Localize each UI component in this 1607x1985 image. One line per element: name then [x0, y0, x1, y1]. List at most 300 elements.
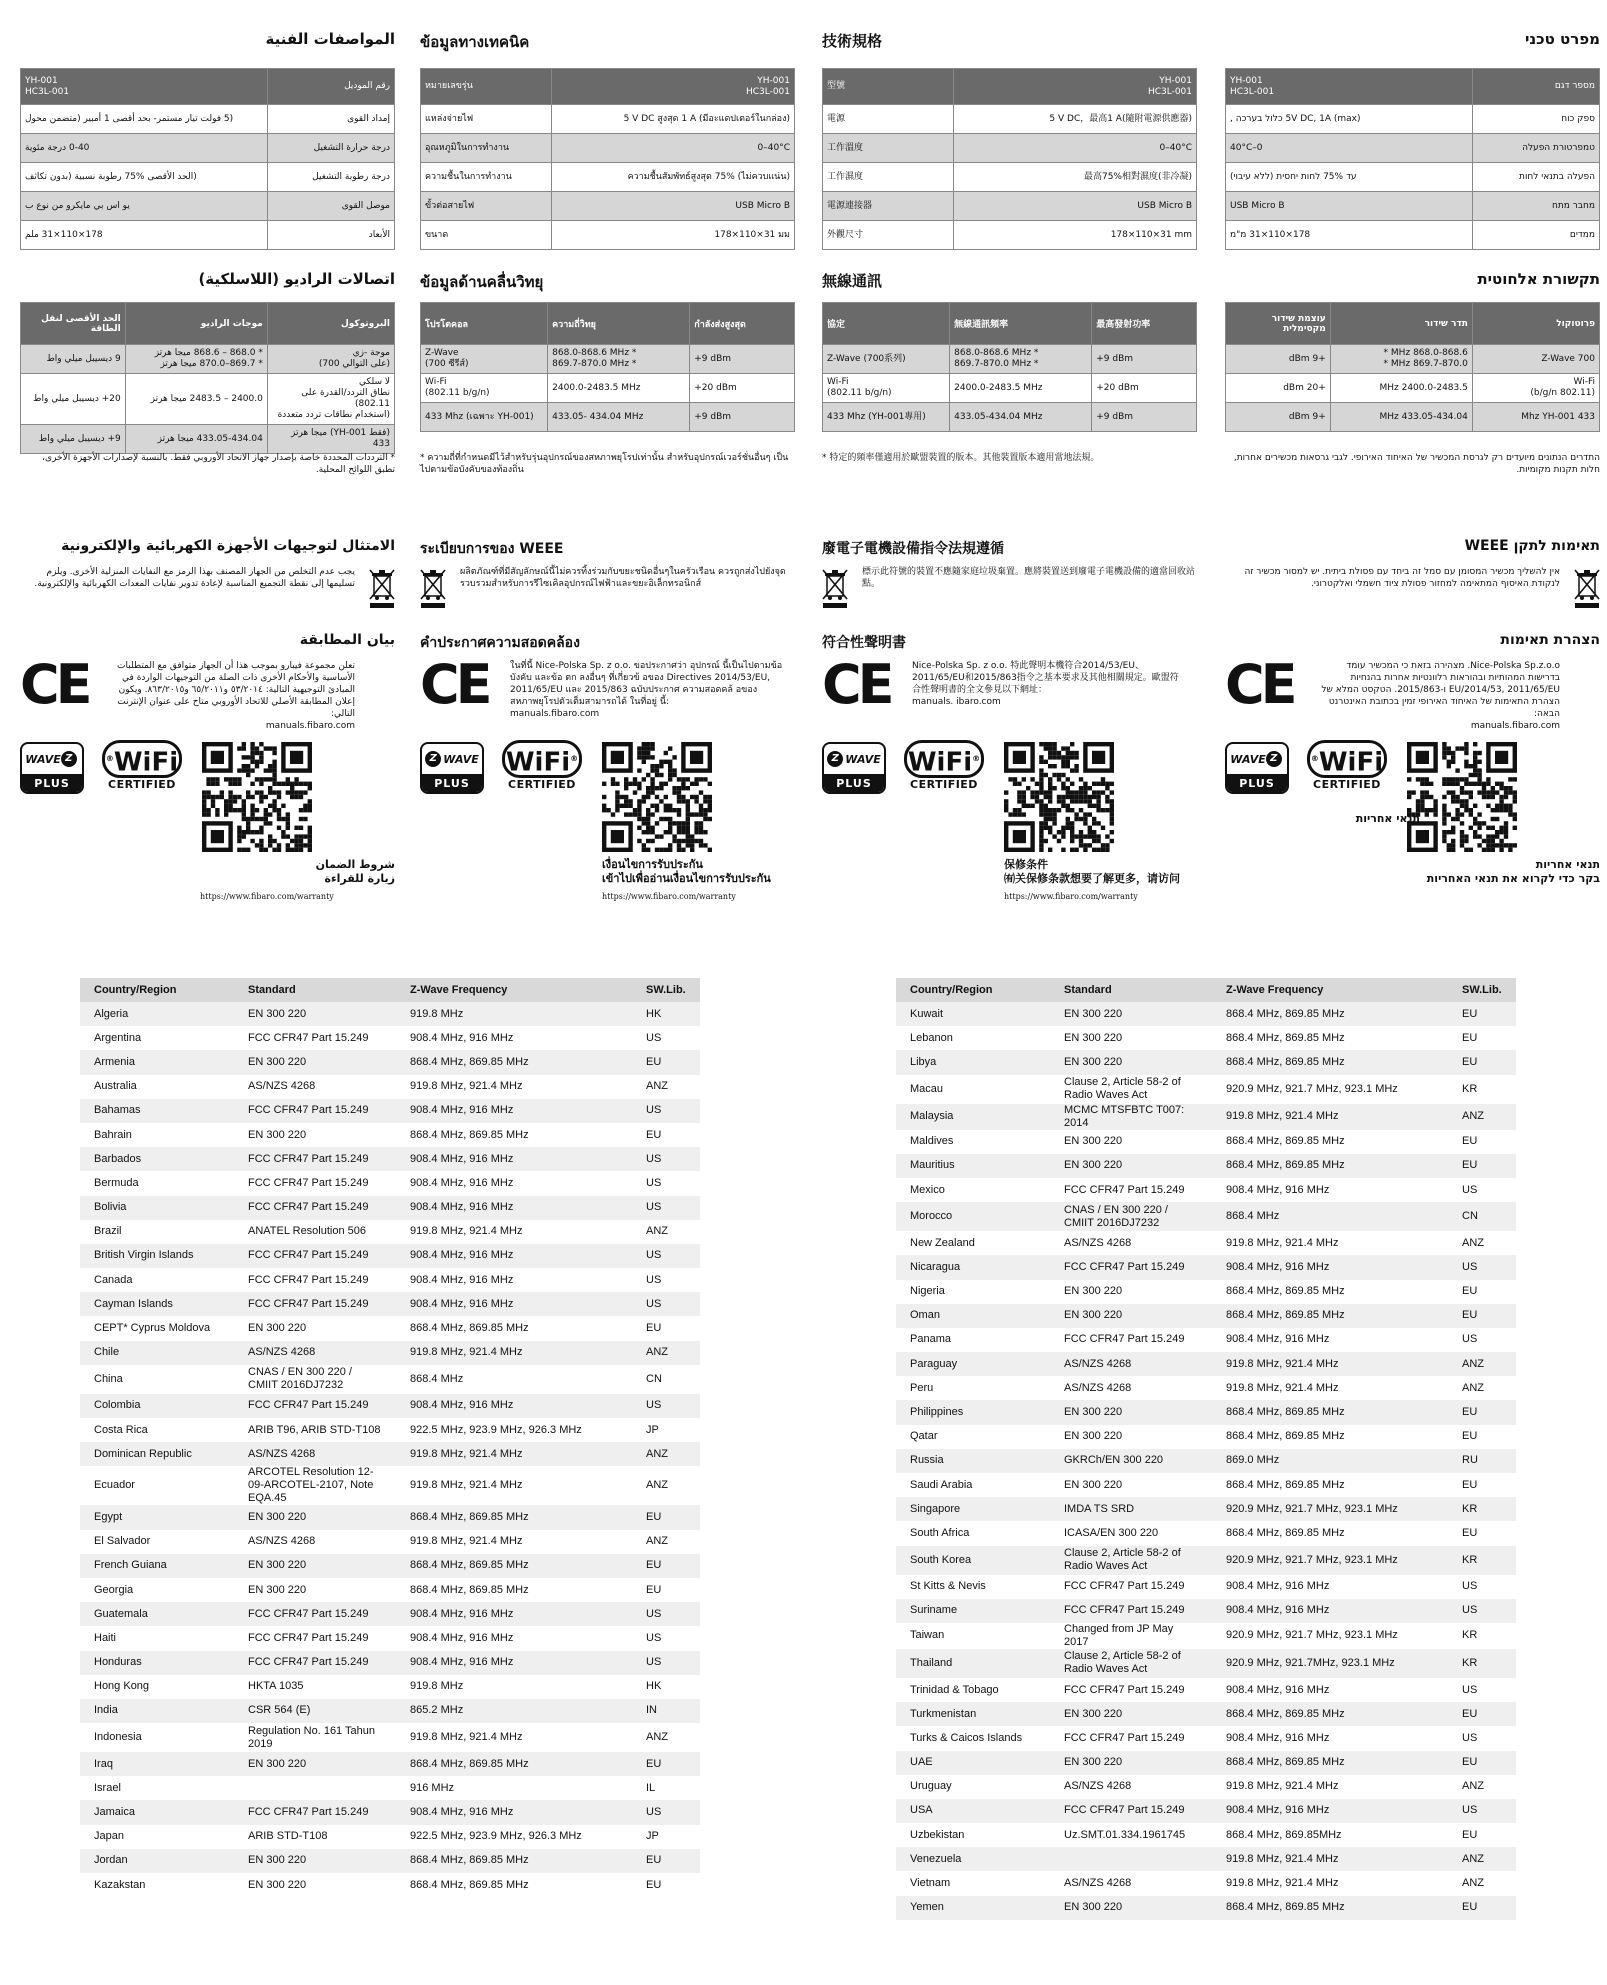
country-table-header: Standard — [1050, 978, 1212, 1002]
table-cell: EU — [632, 1123, 700, 1147]
warranty-caption: เงื่อนไขการรับประกัน เข้าไปเพื่ออ่านเงื่อนไขการรับประกัน — [602, 858, 771, 885]
table-cell: US — [1448, 1575, 1516, 1599]
table-cell: 920.9 MHz, 921.7 MHz, 923.1 MHz — [1212, 1075, 1448, 1104]
table-cell: 908.4 MHz, 916 MHz — [1212, 1726, 1448, 1750]
spec-label: מספר דגם — [1472, 69, 1599, 105]
table-cell: ANZ — [632, 1341, 700, 1365]
table-cell: 920.9 MHz, 921.7 MHz, 923.1 MHz — [1212, 1497, 1448, 1521]
radio-title: 無線通訊 — [822, 272, 883, 290]
table-cell: Vietnam — [896, 1871, 1050, 1895]
country-table-header: Z-Wave Frequency — [396, 978, 632, 1002]
zwave-plus-logo: Z WAVE PLUS — [420, 742, 484, 794]
table-cell: ANZ — [1448, 1847, 1516, 1871]
radio-cell: 433 Mhz (YH-001專用) — [823, 403, 950, 432]
table-cell: ANZ — [632, 1075, 700, 1099]
table-cell: 868.4 MHz, 869.85 MHz — [396, 1050, 632, 1074]
table-cell: Indonesia — [80, 1723, 234, 1752]
table-cell: FCC CFR47 Part 15.249 — [234, 1602, 396, 1626]
table-cell: 908.4 MHz, 916 MHz — [396, 1602, 632, 1626]
table-row — [80, 1002, 700, 1026]
table-cell: EN 300 220 — [1050, 1050, 1212, 1074]
country-table-header: Country/Region — [896, 978, 1050, 1002]
table-cell: US — [632, 1099, 700, 1123]
warranty-url[interactable]: https://www.fibaro.com/warranty — [200, 892, 334, 901]
spec-value: ความชื้นสัมพัทธ์สูงสุด 75% (ไม่ควบแน่น) — [551, 163, 794, 192]
declaration-title: 符合性聲明書 — [822, 635, 906, 651]
table-row — [80, 1825, 700, 1849]
table-row — [896, 1678, 1516, 1702]
wifi-certified-logo: WiFi® CERTIFIED — [1307, 740, 1387, 794]
spec-value: 5 V DC，最高1 A(隨附電源供應器) — [953, 105, 1196, 134]
table-cell: EN 300 220 — [234, 1849, 396, 1873]
table-cell: 919.8 MHz, 921.4 MHz — [1212, 1104, 1448, 1130]
section-ar — [20, 0, 395, 900]
table-cell: 908.4 MHz, 916 MHz — [396, 1171, 632, 1195]
table-cell: Australia — [80, 1075, 234, 1099]
ce-mark: CE — [20, 653, 89, 716]
table-cell: AS/NZS 4268 — [1050, 1231, 1212, 1255]
country-table-left — [80, 978, 700, 1897]
table-cell: FCC CFR47 Part 15.249 — [234, 1171, 396, 1195]
table-row — [896, 1726, 1516, 1750]
table-row — [896, 1026, 1516, 1050]
table-cell: ANZ — [632, 1466, 700, 1505]
table-row — [896, 1304, 1516, 1328]
declaration-title: הצהרת תאימות — [1500, 632, 1600, 648]
table-row — [80, 1466, 700, 1505]
table-cell: 908.4 MHz, 916 MHz — [396, 1268, 632, 1292]
table-cell: EN 300 220 — [234, 1316, 396, 1340]
table-cell: 869.0 MHz — [1212, 1449, 1448, 1473]
table-row — [896, 1280, 1516, 1304]
spec-value: 178×110×31 mm — [953, 221, 1196, 250]
table-cell: Yemen — [896, 1896, 1050, 1920]
warranty-qr-code[interactable] — [1407, 742, 1517, 852]
radio-cell: 9+ ديسيبل ميلي واط — [21, 425, 126, 454]
table-cell: Nicaragua — [896, 1255, 1050, 1279]
spec-value: 0–40°C — [953, 134, 1196, 163]
table-cell: IN — [632, 1699, 700, 1723]
table-cell: FCC CFR47 Part 15.249 — [1050, 1178, 1212, 1202]
table-cell: 919.8 MHz, 921.4 MHz — [396, 1220, 632, 1244]
table-cell: Oman — [896, 1304, 1050, 1328]
table-row — [896, 1231, 1516, 1255]
table-cell: 868.4 MHz, 869.85 MHz — [396, 1873, 632, 1897]
table-cell: FCC CFR47 Part 15.249 — [1050, 1599, 1212, 1623]
table-cell: 908.4 MHz, 916 MHz — [396, 1196, 632, 1220]
spec-table — [420, 68, 795, 250]
table-row — [80, 1873, 700, 1897]
country-table-header: SW.Lib. — [1448, 978, 1516, 1002]
table-cell: South Korea — [896, 1546, 1050, 1575]
table-cell: EN 300 220 — [1050, 1751, 1212, 1775]
table-row — [896, 1425, 1516, 1449]
weee-text: ผลิตภัณฑ์ที่มีสัญลักษณ์นี้ไม่ควรทิ้งร่วมกับขยะชนิดอื่นๆในครัวเรือน ควรถูกส่งไปยังจุดรวบรวมสำหรับการรีไซเคิลอุปกรณ์ไฟฟ้าและขยะอิเล็กทรอนิกส์ — [460, 567, 786, 589]
table-cell: 922.5 MHz, 923.9 MHz, 926.3 MHz — [396, 1418, 632, 1442]
table-row — [80, 1530, 700, 1554]
table-cell: 868.4 MHz, 869.85 MHz — [1212, 1130, 1448, 1154]
table-cell: 922.5 MHz, 923.9 MHz, 926.3 MHz — [396, 1825, 632, 1849]
table-cell: India — [80, 1699, 234, 1723]
table-cell: 919.8 MHz — [396, 1002, 632, 1026]
table-cell: EN 300 220 — [1050, 1425, 1212, 1449]
radio-cell: (فقط YH-001) ميجا هرتز 433 — [267, 425, 394, 454]
table-cell: 920.9 MHz, 921.7MHz, 923.1 MHz — [1212, 1649, 1448, 1678]
spec-table — [1225, 68, 1600, 250]
table-cell: 868.4 MHz, 869.85 MHz — [396, 1316, 632, 1340]
table-cell: French Guiana — [80, 1554, 234, 1578]
table-cell: EU — [1448, 1130, 1516, 1154]
spec-value: 5V DC, 1A (max) כלול בערכה , — [1226, 105, 1473, 134]
table-cell: EU — [632, 1849, 700, 1873]
table-cell: FCC CFR47 Part 15.249 — [1050, 1799, 1212, 1823]
spec-value: 178×110×31 มม — [551, 221, 794, 250]
table-row — [896, 1178, 1516, 1202]
table-cell: EN 300 220 — [1050, 1002, 1212, 1026]
weee-title: الامتثال لتوجيهات الأجهزة الكهربائية والإلكترونية — [61, 538, 395, 554]
table-cell: 908.4 MHz, 916 MHz — [1212, 1575, 1448, 1599]
table-row — [80, 1365, 700, 1394]
table-cell: 916 MHz — [396, 1776, 632, 1800]
radio-header: פרוטוקול — [1472, 303, 1599, 345]
table-cell: RU — [1448, 1449, 1516, 1473]
table-cell: ARIB STD-T108 — [234, 1825, 396, 1849]
declaration-url: manuals. ibaro.com — [912, 697, 1001, 707]
table-cell: KR — [1448, 1497, 1516, 1521]
table-cell: FCC CFR47 Part 15.249 — [1050, 1575, 1212, 1599]
table-cell: KR — [1448, 1546, 1516, 1575]
table-cell: ICASA/EN 300 220 — [1050, 1521, 1212, 1545]
table-row — [896, 1104, 1516, 1130]
radio-cell: +9 dBm — [690, 345, 795, 374]
radio-cell: +9 dBm — [1092, 345, 1197, 374]
table-cell: Egypt — [80, 1505, 234, 1529]
table-cell: US — [1448, 1599, 1516, 1623]
spec-value: USB Micro B — [551, 192, 794, 221]
radio-cell: 2400.0 – 2483.5 ميجا هرتز — [125, 374, 267, 425]
country-table-right — [896, 978, 1516, 1920]
table-cell: EU — [1448, 1026, 1516, 1050]
table-cell: EN 300 220 — [1050, 1026, 1212, 1050]
table-cell: EN 300 220 — [1050, 1473, 1212, 1497]
table-cell: EU — [632, 1554, 700, 1578]
radio-title: תקשורת אלחוטית — [1477, 270, 1600, 288]
table-cell: 920.9 MHz, 921.7 MHz, 923.1 MHz — [1212, 1546, 1448, 1575]
radio-cell: * 868.0 – 868.6 ميجا هرتز * 869.7–870.0 ميجا هرتز — [125, 345, 267, 374]
table-cell: 919.8 MHz, 921.4 MHz — [1212, 1871, 1448, 1895]
table-cell: US — [632, 1292, 700, 1316]
table-cell: Bermuda — [80, 1171, 234, 1195]
warranty-url[interactable]: https://www.fibaro.com/warranty — [602, 892, 736, 901]
table-row — [896, 1255, 1516, 1279]
radio-cell: 433.05-434.04 MHz — [950, 403, 1092, 432]
table-cell: MCMC MTSFBTC T007: 2014 — [1050, 1104, 1212, 1130]
table-cell: CN — [1448, 1202, 1516, 1231]
table-cell: JP — [632, 1418, 700, 1442]
radio-cell: 433.05-434.04 MHz — [1330, 403, 1472, 432]
radio-cell: 433.05-434.04 ميجا هرتز — [125, 425, 267, 454]
table-cell: FCC CFR47 Part 15.249 — [234, 1651, 396, 1675]
radio-cell: 20+ ديسيبل ميلي واط — [21, 374, 126, 425]
table-cell: Chile — [80, 1341, 234, 1365]
weee-text: 標示此符號的裝置不應隨家庭垃圾棄置。應將裝置送到廢電子電機設備的適當回收站點。 — [862, 567, 1196, 589]
table-cell: GKRCh/EN 300 220 — [1050, 1449, 1212, 1473]
warranty-qr-code[interactable] — [202, 742, 312, 852]
table-cell: New Zealand — [896, 1231, 1050, 1255]
table-cell: Haiti — [80, 1626, 234, 1650]
wifi-certified-logo: WiFi® CERTIFIED — [102, 740, 182, 794]
table-cell: Barbados — [80, 1147, 234, 1171]
table-cell: FCC CFR47 Part 15.249 — [1050, 1726, 1212, 1750]
declaration-title: คำประกาศความสอดคล้อง — [420, 635, 580, 651]
radio-cell: +9 dBm — [690, 403, 795, 432]
table-cell: FCC CFR47 Part 15.249 — [234, 1626, 396, 1650]
table-cell: 908.4 MHz, 916 MHz — [1212, 1328, 1448, 1352]
table-cell: 868.4 MHz, 869.85 MHz — [1212, 1425, 1448, 1449]
section-he — [1225, 0, 1600, 900]
table-cell: 865.2 MHz — [396, 1699, 632, 1723]
table-cell: US — [632, 1268, 700, 1292]
table-cell: AS/NZS 4268 — [234, 1530, 396, 1554]
radio-cell: 2400.0-2483.5 MHz — [1330, 374, 1472, 403]
table-row — [896, 1473, 1516, 1497]
table-row — [80, 1268, 700, 1292]
table-cell: Changed from JP May 2017 — [1050, 1623, 1212, 1649]
table-row — [80, 1220, 700, 1244]
table-cell: AS/NZS 4268 — [1050, 1871, 1212, 1895]
radio-cell: Wi-Fi (802.11 b/g/n) — [1472, 374, 1599, 403]
warranty-qr-code[interactable] — [1004, 742, 1114, 852]
radio-header: โปรโตคอล — [421, 303, 548, 345]
radio-cell: 433 Mhz YH-001 — [1472, 403, 1599, 432]
table-cell: ANZ — [632, 1530, 700, 1554]
table-cell: EU — [632, 1873, 700, 1897]
table-cell: Argentina — [80, 1026, 234, 1050]
radio-cell: 9 ديسيبل ميلي واط — [21, 345, 126, 374]
spec-title: 技術規格 — [822, 32, 883, 50]
table-cell: Turks & Caicos Islands — [896, 1726, 1050, 1750]
table-row — [896, 1376, 1516, 1400]
declaration-text: ในที่นี้ Nice-Polska Sp. z o.o. ขอประกาศว่า อุปกรณ์ นี้เป็นไปตามข้อ บังคับ และข้อ ตก ลงอื่นๆ ที่เกี่ยวข้ อของ Directives 2014/53/EU, 2011/65/EU และ 2015/863 ฉบับประกาศ ความสอดคล้ อของสหภาพยุโรปตัวเต็มสามารถได้ ในที่อยู่ นี้: manuals.fibaro.com — [510, 661, 783, 719]
weee-title: ระเบียบการของ WEEE — [420, 541, 564, 557]
table-cell: South Africa — [896, 1521, 1050, 1545]
radio-footnote: * الترددات المحددة خاصة بإصدار جهاز الاتحاد الأوروبي فقط. بالنسبة لإصدارات الأجهزة الأخرى، تطبق اللوائح المحلية. — [42, 453, 395, 475]
table-cell: FCC CFR47 Part 15.249 — [1050, 1328, 1212, 1352]
table-row — [80, 1776, 700, 1800]
radio-footnote: * 特定的頻率僅適用於歐盟裝置的版本。其他裝置版本適用當地法規。 — [822, 453, 1100, 463]
table-cell: EN 300 220 — [234, 1050, 396, 1074]
table-cell: ANZ — [632, 1442, 700, 1466]
declaration-text: تعلن مجموعة فيبارو بموجب هذا أن الجهاز متوافق مع المتطلبات الأساسية والأحكام الأخرى ذات الصلة من التوجيهات الواردة في المبادئ التوجيهية التالية: ٥٣/٢٠١٤ و٦٥/٢٠١١ و٨٦٣/٢٠١٥. ويكون إعلان المطابقة الأصلي للاتحاد الأوروبي متاح على عنوان الإنترنت التالي: manuals.fibaro.com — [117, 661, 355, 731]
radio-cell: +9 dBm — [1092, 403, 1197, 432]
table-cell: ANATEL Resolution 506 — [234, 1220, 396, 1244]
table-row — [896, 1400, 1516, 1424]
table-row — [896, 1449, 1516, 1473]
radio-cell: 868.0-868.6 MHz * 869.7-870.0 MHz * — [950, 345, 1092, 374]
table-cell: AS/NZS 4268 — [1050, 1775, 1212, 1799]
table-cell: US — [632, 1171, 700, 1195]
radio-header: 協定 — [823, 303, 950, 345]
table-cell: AS/NZS 4268 — [234, 1075, 396, 1099]
table-cell: 868.4 MHz, 869.85 MHz — [1212, 1896, 1448, 1920]
spec-label: درجة حرارة التشغيل — [267, 134, 394, 163]
table-cell: 908.4 MHz, 916 MHz — [396, 1244, 632, 1268]
table-cell: 908.4 MHz, 916 MHz — [396, 1026, 632, 1050]
table-cell: British Virgin Islands — [80, 1244, 234, 1268]
table-cell: ANZ — [632, 1723, 700, 1752]
radio-cell: موجة -زي (على التوالي 700) — [267, 345, 394, 374]
crossed-bin-icon — [369, 568, 395, 608]
radio-cell: +20 dBm — [690, 374, 795, 403]
table-cell: US — [632, 1626, 700, 1650]
radio-header: תדר שידור — [1330, 303, 1472, 345]
table-cell: EU — [1448, 1400, 1516, 1424]
table-cell: 908.4 MHz, 916 MHz — [1212, 1255, 1448, 1279]
table-cell: 868.4 MHz, 869.85 MHz — [396, 1849, 632, 1873]
table-cell: Algeria — [80, 1002, 234, 1026]
table-cell: US — [632, 1244, 700, 1268]
table-cell: Israel — [80, 1776, 234, 1800]
table-cell: Armenia — [80, 1050, 234, 1074]
table-cell: El Salvador — [80, 1530, 234, 1554]
table-cell: EU — [632, 1505, 700, 1529]
table-row — [896, 1847, 1516, 1871]
spec-value: USB Micro B — [953, 192, 1196, 221]
table-row — [896, 1702, 1516, 1726]
table-row — [896, 1521, 1516, 1545]
table-cell: Jamaica — [80, 1800, 234, 1824]
table-row — [896, 1130, 1516, 1154]
table-row — [896, 1775, 1516, 1799]
radio-cell: +20 dBm — [1226, 374, 1331, 403]
table-cell: 868.4 MHz, 869.85 MHz — [1212, 1002, 1448, 1026]
table-row — [896, 1823, 1516, 1847]
weee-title: תאימות לתקן WEEE — [1464, 538, 1600, 554]
table-row — [896, 1799, 1516, 1823]
table-cell: 920.9 MHz, 921.7 MHz, 923.1 MHz — [1212, 1623, 1448, 1649]
warranty-extra-label: תנאי אחריות — [1355, 812, 1420, 825]
table-cell: EU — [1448, 1050, 1516, 1074]
table-cell: CNAS / EN 300 220 / CMIIT 2016DJ7232 — [1050, 1202, 1212, 1231]
table-cell: 868.4 MHz, 869.85 MHz — [1212, 1400, 1448, 1424]
table-row — [80, 1723, 700, 1752]
table-cell: US — [1448, 1799, 1516, 1823]
table-cell: US — [632, 1147, 700, 1171]
spec-label: แหล่งจ่ายไฟ — [421, 105, 552, 134]
table-cell: Saudi Arabia — [896, 1473, 1050, 1497]
table-row — [80, 1292, 700, 1316]
spec-label: מחבר מתח — [1472, 192, 1599, 221]
table-cell: Jordan — [80, 1849, 234, 1873]
table-cell: EN 300 220 — [234, 1873, 396, 1897]
spec-label: 電源連接器 — [823, 192, 954, 221]
table-cell: 868.4 MHz, 869.85 MHz — [1212, 1304, 1448, 1328]
table-cell: 908.4 MHz, 916 MHz — [396, 1292, 632, 1316]
spec-label: رقم الموديل — [267, 69, 394, 105]
table-cell: Lebanon — [896, 1026, 1050, 1050]
weee-block — [1225, 562, 1600, 614]
table-cell: US — [1448, 1726, 1516, 1750]
warranty-url[interactable]: https://www.fibaro.com/warranty — [1004, 892, 1138, 901]
table-cell: EN 300 220 — [1050, 1130, 1212, 1154]
table-cell: Nigeria — [896, 1280, 1050, 1304]
spec-label: หมายเลขรุ่น — [421, 69, 552, 105]
radio-cell: لا سلكي نطاق التردد/القدرة على 802.11) (استخدام نطاقات تردد متعددة — [267, 374, 394, 425]
table-cell: CSR 564 (E) — [234, 1699, 396, 1723]
table-cell: 868.4 MHz, 869.85 MHz — [1212, 1473, 1448, 1497]
table-cell: EU — [1448, 1154, 1516, 1178]
spec-label: הפעלה בתנאי לחות — [1472, 163, 1599, 192]
table-cell: USA — [896, 1799, 1050, 1823]
table-cell: US — [1448, 1178, 1516, 1202]
table-cell: St Kitts & Nevis — [896, 1575, 1050, 1599]
warranty-qr-code[interactable] — [602, 742, 712, 852]
table-row — [80, 1699, 700, 1723]
spec-label: موصل القوى — [267, 192, 394, 221]
table-cell: 868.4 MHz, 869.85 MHz — [1212, 1050, 1448, 1074]
radio-footnote: התדרים הנתונים מיועדים רק לגרסת המכשיר של האיחוד האירופי. לגבי גרסאות מכשירים אחרות, חלות תקנות מקומיות. — [1233, 453, 1600, 475]
table-cell: 919.8 MHz, 921.4 MHz — [396, 1442, 632, 1466]
table-row — [896, 1649, 1516, 1678]
table-cell: Bolivia — [80, 1196, 234, 1220]
table-cell: Kazakstan — [80, 1873, 234, 1897]
spec-value: 5 V DC สูงสุด 1 A (มีอะแดปเตอร์ในกล่อง) — [551, 105, 794, 134]
table-cell: HKTA 1035 — [234, 1675, 396, 1699]
table-cell: Hong Kong — [80, 1675, 234, 1699]
table-cell: 868.4 MHz, 869.85 MHz — [1212, 1521, 1448, 1545]
table-cell: FCC CFR47 Part 15.249 — [234, 1147, 396, 1171]
table-cell: EN 300 220 — [234, 1505, 396, 1529]
weee-text: يجب عدم التخلص من الجهاز المصنف بهذا الرمز مع النفايات المنزلية الأخرى. ويلزم تسليمها إلى نقطة التجميع المناسبة لإعادة تدوير نفايات المعدات الكهربائية والإلكترونية. — [34, 567, 355, 589]
table-cell: 868.4 MHz, 869.85 MHz — [1212, 1702, 1448, 1726]
table-cell: Bahrain — [80, 1123, 234, 1147]
zwave-plus-logo: Z WAVE PLUS — [1225, 742, 1289, 794]
table-row — [80, 1316, 700, 1340]
table-cell: Macau — [896, 1075, 1050, 1104]
weee-text: אין להשליך מכשיר המסומן עם סמל זה ביחד עם פסולת ביתית. יש למסור מכשיר זה לנקודת האיסוף המתאימה למחזור פסולת ציוד חשמלי ואלקטרוני. — [1244, 567, 1560, 589]
radio-header: 最高發射功率 — [1092, 303, 1197, 345]
table-cell: 868.4 MHz, 869.85 MHz — [396, 1554, 632, 1578]
table-cell: Paraguay — [896, 1352, 1050, 1376]
table-cell: Japan — [80, 1825, 234, 1849]
radio-cell: 2400.0-2483.5 MHz — [548, 374, 690, 403]
spec-value: עד 75% לחות יחסית (ללא עיבוי) — [1226, 163, 1473, 192]
table-row — [896, 1497, 1516, 1521]
table-cell: EU — [1448, 1425, 1516, 1449]
table-cell: EN 300 220 — [234, 1554, 396, 1578]
table-cell: 868.4 MHz, 869.85 MHz — [1212, 1026, 1448, 1050]
table-row — [896, 1328, 1516, 1352]
spec-value: 0–40°C — [551, 134, 794, 163]
table-cell: 908.4 MHz, 916 MHz — [396, 1626, 632, 1650]
table-cell: Costa Rica — [80, 1418, 234, 1442]
table-cell: EU — [632, 1316, 700, 1340]
table-cell: 919.8 MHz, 921.4 MHz — [396, 1075, 632, 1099]
spec-table — [822, 68, 1197, 250]
radio-header: الحد الأقصى لنقل الطاقة — [21, 303, 126, 345]
table-cell: Uzbekistan — [896, 1823, 1050, 1847]
table-cell: FCC CFR47 Part 15.249 — [234, 1800, 396, 1824]
table-cell: Libya — [896, 1050, 1050, 1074]
table-row — [80, 1123, 700, 1147]
table-cell: FCC CFR47 Part 15.249 — [234, 1268, 396, 1292]
radio-cell: Wi-Fi (802.11 b/g/n) — [823, 374, 950, 403]
table-cell: Maldives — [896, 1130, 1050, 1154]
table-row — [896, 1546, 1516, 1575]
radio-table — [20, 302, 395, 454]
table-cell: ANZ — [1448, 1775, 1516, 1799]
table-cell: HK — [632, 1675, 700, 1699]
